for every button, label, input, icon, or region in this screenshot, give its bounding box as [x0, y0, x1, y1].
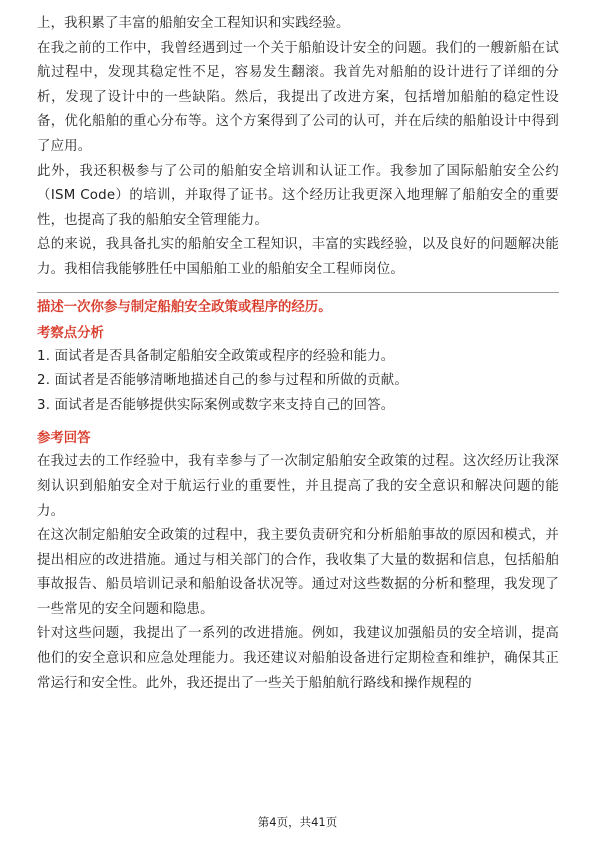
analysis-item: 2. 面试者是否能够清晰地描述自己的参与过程和所做的贡献。 — [37, 373, 408, 389]
body-paragraph: 在我之前的工作中，我曾经遇到过一个关于船舶设计安全的问题。我们的一艘新船在试航过程中，发现其稳定性不足，容易发生翻滚。我首先对船舶的设计进行了详细的分析，发现了设计中的一些缺陷。然后，我提出了改进方案，包括增加船舶的稳定性设备，优化船舶的重心分布等。这个方案得到了公司的认可，并在后续的船舶设计中得到了应用。 — [37, 40, 559, 154]
body-paragraph: 上，我积累了丰富的船舶安全工程知识和实践经验。 — [37, 16, 350, 31]
body-paragraph: 总的来说，我具备扎实的船舶安全工程知识，丰富的实践经验，以及良好的问题解决能力。我相信我能够胜任中国船舶工业的船舶安全工程师岗位。 — [37, 237, 559, 277]
analysis-item: 1. 面试者是否具备制定船舶安全政策或程序的经验和能力。 — [37, 348, 395, 364]
page-number-footer: 第4页，共41页 — [257, 815, 338, 829]
reference-paragraph: 在我过去的工作经验中，我有幸参与了一次制定船舶安全政策的过程。这次经历让我深刻认识到船舶安全对于航运行业的重要性，并且提高了我的安全意识和解决问题的能力。 — [37, 454, 559, 519]
reference-paragraph: 在这次制定船舶安全政策的过程中，我主要负责研究和分析船舶事故的原因和模式，并提出相应的改进措施。通过与相关部门的合作，我收集了大量的数据和信息，包括船舶事故报告、船员培训记录和船舶设备状况等。通过对这些数据的分析和整理，我发现了一些常见的安全问题和隐患。 — [37, 528, 559, 617]
body-paragraph: 此外，我还积极参与了公司的船舶安全培训和认证工作。我参加了国际船舶安全公约（ISM Code）的培训，并取得了证书。这个经历让我更深入地理解了船舶安全的重要性，也提高了我的船舶安全管理能力。 — [37, 163, 559, 228]
question-heading: 描述一次你参与制定船舶安全政策或程序的经历。 — [37, 299, 332, 315]
document-page — [37, 12, 559, 696]
analysis-title: 考察点分析 — [37, 325, 104, 341]
reference-title: 参考回答 — [37, 431, 91, 447]
reference-paragraph: 针对这些问题，我提出了一系列的改进措施。例如，我建议加强船员的安全培训，提高他们的安全意识和应急处理能力。我还建议对船舶设备进行定期检查和维护，确保其正常运行和安全性。此外，我还提出了一些关于船舶航行路线和操作规程的 — [37, 626, 559, 691]
section-divider — [37, 292, 559, 293]
analysis-item: 3. 面试者是否能够提供实际案例或数字来支持自己的回答。 — [37, 397, 395, 413]
